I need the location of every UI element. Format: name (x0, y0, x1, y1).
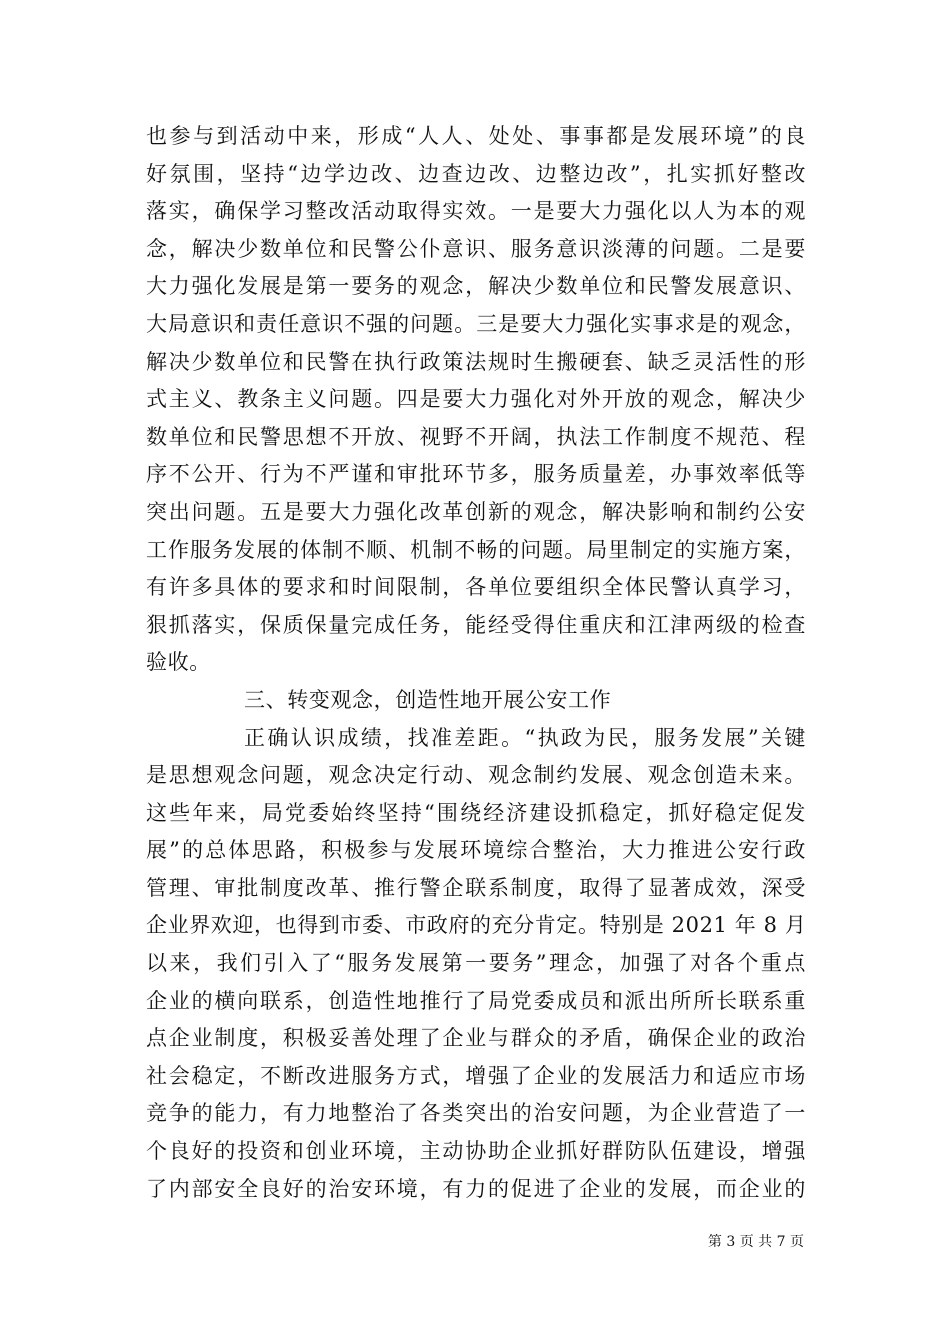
text-line: 工作服务发展的体制不顺、机制不畅的问题。局里制定的实施方案， (146, 537, 806, 562)
text-line: 管理、审批制度改革、推行警企联系制度，取得了显著成效，深受 (146, 875, 806, 900)
text-line: 展”的总体思路，积极参与发展环境综合整治，大力推进公安行政 (146, 838, 806, 863)
text-line: 验收。 (146, 650, 211, 675)
text-line: 序不公开、行为不严谨和审批环节多，服务质量差，办事效率低等 (146, 462, 806, 487)
text-line: 式主义、教条主义问题。四是要大力强化对外开放的观念，解决少 (146, 387, 806, 412)
text-line: 了内部安全良好的治安环境，有力的促进了企业的发展，而企业的 (146, 1176, 806, 1201)
text-line: 解决少数单位和民警在执行政策法规时生搬硬套、缺乏灵活性的形 (146, 349, 806, 374)
document-body (146, 118, 806, 1208)
text-line: 落实，确保学习整改活动取得实效。一是要大力强化以人为本的观 (146, 199, 806, 224)
text-line: 念，解决少数单位和民警公仆意识、服务意识淡薄的问题。二是要 (146, 236, 806, 261)
text-line: 大局意识和责任意识不强的问题。三是要大力强化实事求是的观念， (146, 311, 806, 336)
text-line: 也参与到活动中来，形成“人人、处处、事事都是发展环境”的良 (146, 124, 806, 148)
text-line: 这些年来，局党委始终坚持“围绕经济建设抓稳定，抓好稳定促发 (146, 800, 806, 825)
text-line: 数单位和民警思想不开放、视野不开阔，执法工作制度不规范、程 (146, 424, 806, 449)
section-heading: 三、转变观念，创造性地开展公安工作 (244, 687, 612, 712)
text-line: 企业界欢迎，也得到市委、市政府的充分肯定。特别是 2021 年 8 月 (146, 913, 807, 938)
text-line: 以来，我们引入了“服务发展第一要务”理念，加强了对各个重点 (146, 951, 806, 976)
text-line: 狠抓落实，保质保量完成任务，能经受得住重庆和江津两级的检查 (146, 612, 806, 637)
text-line: 突出问题。五是要大力强化改革创新的观念，解决影响和制约公安 (146, 499, 806, 524)
text-line: 正确认识成绩，找准差距。“执政为民，服务发展”关键 (244, 725, 806, 750)
text-line: 个良好的投资和创业环境，主动协助企业抓好群防队伍建设，增强 (146, 1139, 806, 1164)
page-number-footer: 第 3 页 共 7 页 (707, 1234, 804, 1250)
text-line: 企业的横向联系，创造性地推行了局党委成员和派出所所长联系重 (146, 988, 806, 1013)
text-line: 竞争的能力，有力地整治了各类突出的治安问题，为企业营造了一 (146, 1101, 806, 1126)
text-line: 社会稳定，不断改进服务方式，增强了企业的发展活力和适应市场 (146, 1063, 806, 1088)
text-line: 好氛围，坚持“边学边改、边查边改、边整边改”，扎实抓好整改 (146, 161, 806, 186)
text-line: 有许多具体的要求和时间限制，各单位要组织全体民警认真学习， (146, 575, 806, 600)
text-line: 是思想观念问题，观念决定行动、观念制约发展、观念创造未来。 (146, 763, 806, 788)
text-line: 点企业制度，积极妥善处理了企业与群众的矛盾，确保企业的政治 (146, 1026, 806, 1051)
text-line: 大力强化发展是第一要务的观念，解决少数单位和民警发展意识、 (146, 274, 806, 299)
